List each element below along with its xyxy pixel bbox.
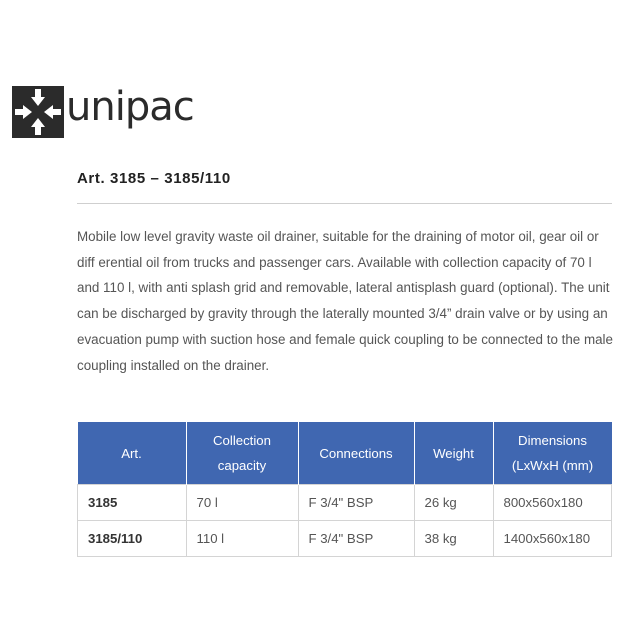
spec-table xyxy=(77,422,612,557)
product-description: Mobile low level gravity waste oil drainer, suitable for the draining of motor oil, gear oil or diff erential oil from trucks and passenger cars. Available with collection capacity of 70 l and 110 l, with anti splash grid and removable, lateral antisplash guard (optional). The unit can be discharged by gravity through the laterally mounted 3/4” drain valve or by using an evacuation pump with suction hose and female quick coupling to be connected to the male coupling installed on the drainer. xyxy=(77,229,613,373)
header-connections: Connections xyxy=(298,422,414,485)
product-title: Art. 3185 – 3185/110 xyxy=(77,170,231,187)
table-row xyxy=(78,485,612,521)
cell-connections: F 3/4" BSP xyxy=(298,485,414,521)
cell-weight: 26 kg xyxy=(414,485,493,521)
unipac-logo-icon xyxy=(12,86,64,138)
cell-art: 3185/110 xyxy=(78,521,187,557)
header-capacity-line1: Collection xyxy=(213,433,271,448)
header-dimensions-line2: (LxWxH (mm) xyxy=(511,458,594,473)
table-header-row xyxy=(78,422,612,485)
cell-dimensions: 1400x560x180 xyxy=(493,521,612,557)
header-dimensions xyxy=(493,422,612,485)
cell-capacity: 70 l xyxy=(186,485,298,521)
table-row xyxy=(78,521,612,557)
header-capacity xyxy=(186,422,298,485)
header-weight: Weight xyxy=(414,422,493,485)
title-divider xyxy=(77,203,612,204)
cell-weight: 38 kg xyxy=(414,521,493,557)
unipac-logo xyxy=(12,86,194,138)
cell-dimensions: 800x560x180 xyxy=(493,485,612,521)
cell-art: 3185 xyxy=(78,485,187,521)
cell-connections: F 3/4" BSP xyxy=(298,521,414,557)
header-capacity-line2: capacity xyxy=(217,458,267,473)
cell-capacity: 110 l xyxy=(186,521,298,557)
logo-wordmark: unipac xyxy=(66,84,194,130)
header-art: Art. xyxy=(78,422,187,485)
header-dimensions-line1: Dimensions xyxy=(518,433,587,448)
